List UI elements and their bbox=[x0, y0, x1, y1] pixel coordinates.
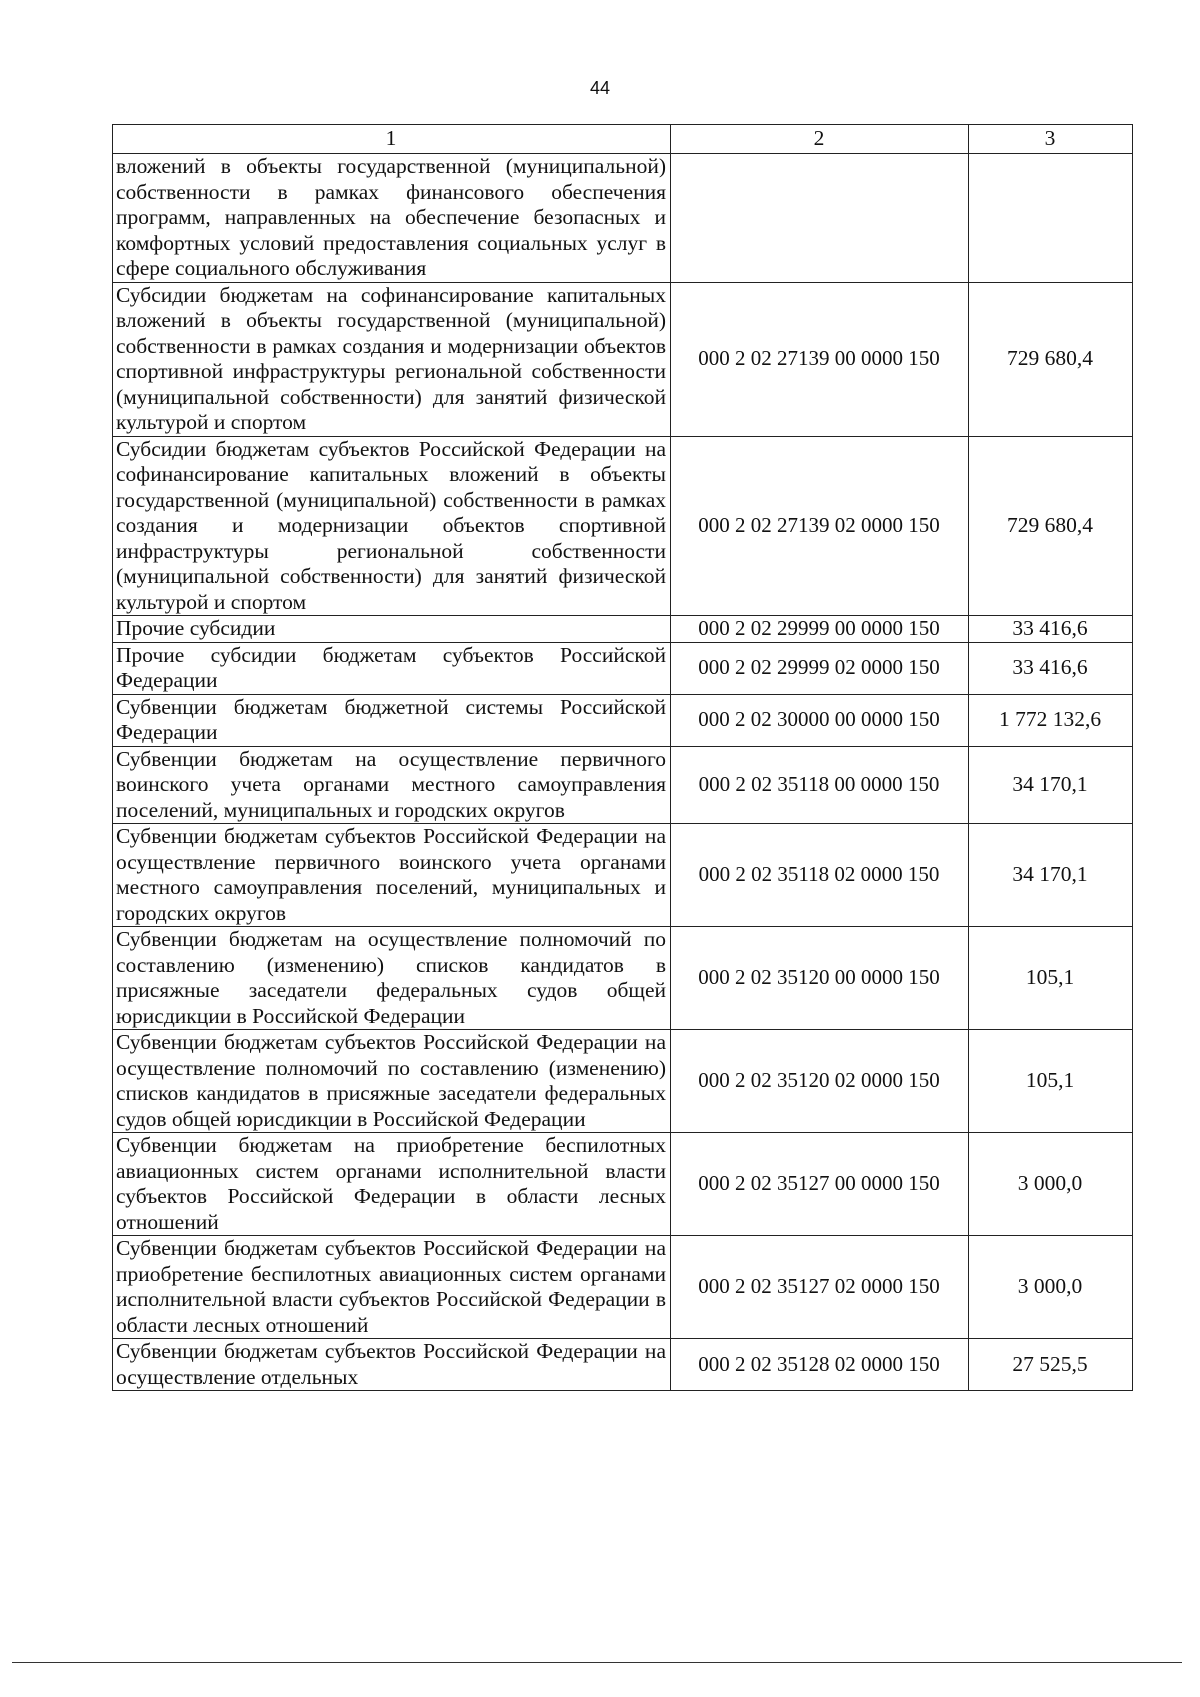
row-code: 000 2 02 35127 00 0000 150 bbox=[671, 1133, 969, 1236]
row-amount: 729 680,4 bbox=[969, 436, 1133, 616]
table-row bbox=[113, 616, 1133, 643]
row-amount: 33 416,6 bbox=[969, 616, 1133, 643]
row-description: Субвенции бюджетам бюджетной системы Российской Федерации bbox=[113, 694, 671, 746]
row-amount: 33 416,6 bbox=[969, 642, 1133, 694]
column-header-amount: 3 bbox=[969, 125, 1133, 154]
row-code: 000 2 02 27139 02 0000 150 bbox=[671, 436, 969, 616]
row-description: вложений в объекты государственной (муниципальной) собственности в рамках финансового обеспечения программ, направленных на обеспечение безопасных и комфортных условий предоставления социальных услуг в сфере социального обслуживания bbox=[113, 154, 671, 283]
table-row bbox=[113, 1030, 1133, 1133]
row-code bbox=[671, 154, 969, 283]
row-code: 000 2 02 27139 00 0000 150 bbox=[671, 282, 969, 436]
row-code: 000 2 02 35127 02 0000 150 bbox=[671, 1236, 969, 1339]
footer-rule bbox=[12, 1662, 1182, 1663]
row-amount: 34 170,1 bbox=[969, 746, 1133, 824]
row-code: 000 2 02 30000 00 0000 150 bbox=[671, 694, 969, 746]
row-description: Субвенции бюджетам на приобретение беспилотных авиационных систем органами исполнительной власти субъектов Российской Федерации в области лесных отношений bbox=[113, 1133, 671, 1236]
row-description: Прочие субсидии бюджетам субъектов Российской Федерации bbox=[113, 642, 671, 694]
row-description: Субвенции бюджетам на осуществление первичного воинского учета органами местного самоуправления поселений, муниципальных и городских округов bbox=[113, 746, 671, 824]
row-code: 000 2 02 29999 00 0000 150 bbox=[671, 616, 969, 643]
row-amount: 729 680,4 bbox=[969, 282, 1133, 436]
row-description: Субвенции бюджетам субъектов Российской Федерации на приобретение беспилотных авиационных систем органами исполнительной власти субъектов Российской Федерации в области лесных отношений bbox=[113, 1236, 671, 1339]
row-amount: 3 000,0 bbox=[969, 1236, 1133, 1339]
column-header-description: 1 bbox=[113, 125, 671, 154]
column-header-code: 2 bbox=[671, 125, 969, 154]
row-code: 000 2 02 29999 02 0000 150 bbox=[671, 642, 969, 694]
row-description: Субвенции бюджетам субъектов Российской Федерации на осуществление отдельных bbox=[113, 1339, 671, 1391]
table-header-row bbox=[113, 125, 1133, 154]
table-row bbox=[113, 436, 1133, 616]
table-row bbox=[113, 642, 1133, 694]
row-code: 000 2 02 35118 00 0000 150 bbox=[671, 746, 969, 824]
table-row bbox=[113, 824, 1133, 927]
page-number: 44 bbox=[589, 78, 611, 98]
row-code: 000 2 02 35118 02 0000 150 bbox=[671, 824, 969, 927]
row-code: 000 2 02 35128 02 0000 150 bbox=[671, 1339, 969, 1391]
row-description: Прочие субсидии bbox=[113, 616, 671, 643]
row-amount: 34 170,1 bbox=[969, 824, 1133, 927]
row-amount: 3 000,0 bbox=[969, 1133, 1133, 1236]
table-row bbox=[113, 154, 1133, 283]
row-description: Субсидии бюджетам на софинансирование капитальных вложений в объекты государственной (муниципальной) собственности в рамках создания и модернизации объектов спортивной инфраструктуры региональной собственности (муниципальной собственности) для занятий физической культурой и спортом bbox=[113, 282, 671, 436]
table-row bbox=[113, 746, 1133, 824]
row-amount: 105,1 bbox=[969, 927, 1133, 1030]
row-code: 000 2 02 35120 02 0000 150 bbox=[671, 1030, 969, 1133]
row-description: Субсидии бюджетам субъектов Российской Федерации на софинансирование капитальных вложений в объекты государственной (муниципальной) собственности в рамках создания и модернизации объектов спортивной инфраструктуры региональной собственности (муниципальной собственности) для занятий физической культурой и спортом bbox=[113, 436, 671, 616]
table-row bbox=[113, 1339, 1133, 1391]
row-amount bbox=[969, 154, 1133, 283]
table-row bbox=[113, 1236, 1133, 1339]
table-row bbox=[113, 282, 1133, 436]
row-amount: 1 772 132,6 bbox=[969, 694, 1133, 746]
row-amount: 105,1 bbox=[969, 1030, 1133, 1133]
budget-table bbox=[112, 124, 1133, 1391]
row-amount: 27 525,5 bbox=[969, 1339, 1133, 1391]
row-description: Субвенции бюджетам на осуществление полномочий по составлению (изменению) списков кандидатов в присяжные заседатели федеральных судов общей юрисдикции в Российской Федерации bbox=[113, 927, 671, 1030]
row-description: Субвенции бюджетам субъектов Российской Федерации на осуществление первичного воинского учета органами местного самоуправления поселений, муниципальных и городских округов bbox=[113, 824, 671, 927]
table-row bbox=[113, 694, 1133, 746]
table-row bbox=[113, 1133, 1133, 1236]
row-description: Субвенции бюджетам субъектов Российской Федерации на осуществление полномочий по составлению (изменению) списков кандидатов в присяжные заседатели федеральных судов общей юрисдикции в Российской Федерации bbox=[113, 1030, 671, 1133]
table-row bbox=[113, 927, 1133, 1030]
row-code: 000 2 02 35120 00 0000 150 bbox=[671, 927, 969, 1030]
